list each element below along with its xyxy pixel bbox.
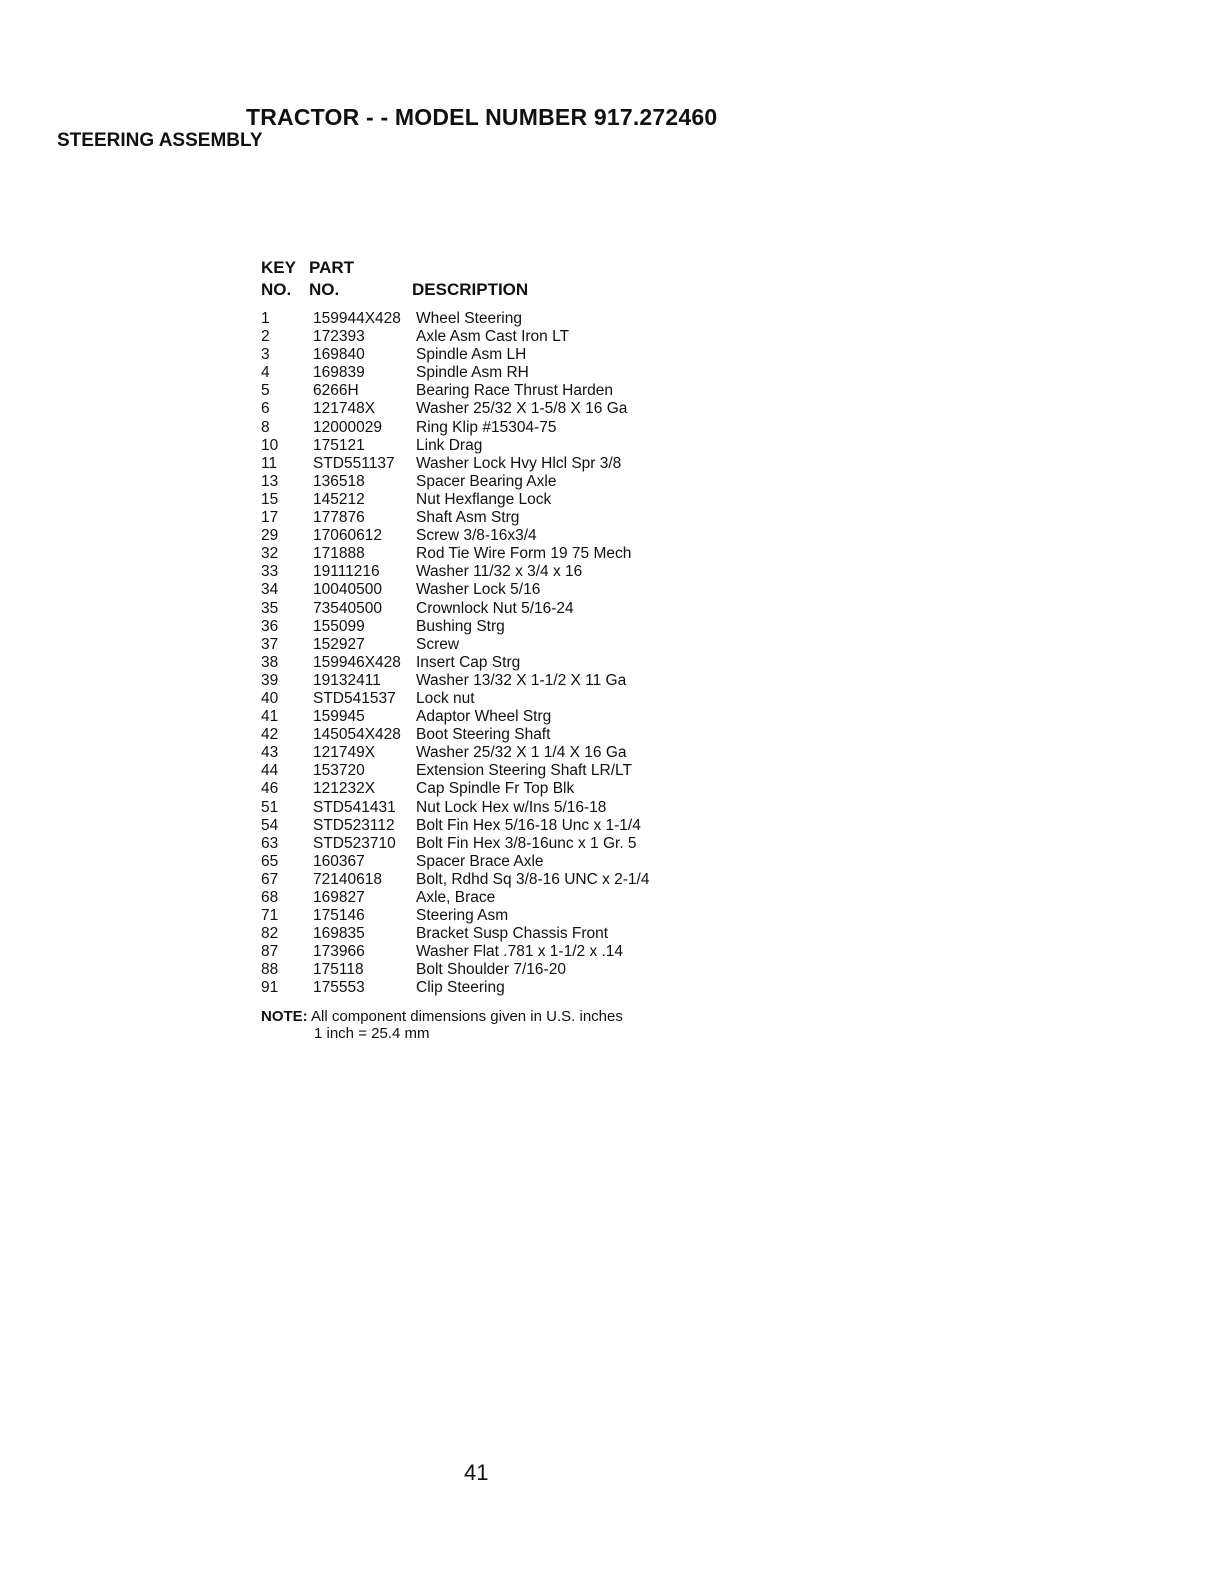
part-number: 72140618 [313,870,382,888]
part-description: Bearing Race Thrust Harden [416,382,614,400]
part-description: Washer 25/32 X 1-5/8 X 16 Ga [416,400,628,418]
key-number: 42 [261,726,279,744]
part-number: 145054X428 [313,726,401,744]
key-number: 35 [261,599,279,617]
part-description: Cap Spindle Fr Top Blk [416,780,575,798]
part-description: Spacer Brace Axle [416,852,544,870]
part-description: Rod Tie Wire Form 19 75 Mech [416,545,632,563]
part-description: Washer 13/32 X 1-1/2 X 11 Ga [416,671,627,689]
part-number: 159946X428 [313,653,401,671]
key-number: 88 [261,961,279,979]
key-number: 51 [261,798,279,816]
key-number: 46 [261,780,279,798]
key-number: 32 [261,545,279,563]
part-description: Nut Lock Hex w/Ins 5/16-18 [416,798,607,816]
header-part-no-label: NO. [309,280,340,299]
part-number: 121748X [313,400,376,418]
section-title: STEERING ASSEMBLY [57,130,263,151]
key-number: 2 [261,328,270,346]
note-text: All component dimensions given in U.S. inches [311,1008,623,1025]
key-number: 36 [261,617,279,635]
key-number: 65 [261,852,279,870]
part-number: 175146 [313,907,365,925]
part-description: Axle Asm Cast Iron LT [416,328,570,346]
part-description: Bolt Fin Hex 5/16-18 Unc x 1-1/4 [416,816,641,834]
part-description: Washer Lock Hvy Hlcl Spr 3/8 [416,454,622,472]
part-description: Link Drag [416,436,483,454]
key-number: 38 [261,653,279,671]
key-number: 54 [261,816,279,834]
key-number: 91 [261,979,279,997]
note [261,1008,623,1042]
key-number: 13 [261,472,279,490]
header-key-no-label: NO. [261,280,292,299]
part-description: Adaptor Wheel Strg [416,708,552,726]
part-number: 172393 [313,328,365,346]
part-number: 121749X [313,744,376,762]
part-description: Washer Flat .781 x 1-1/2 x .14 [416,943,624,961]
part-description: Lock nut [416,689,475,707]
key-number: 1 [261,310,270,327]
part-number: STD541431 [313,798,396,816]
part-number: 159945 [313,708,365,726]
part-number: 173966 [313,943,365,961]
page-title: TRACTOR - - MODEL NUMBER 917.272460 [246,104,718,130]
part-number: 19111216 [313,563,380,581]
key-number: 63 [261,834,279,852]
part-description: Washer 25/32 X 1 1/4 X 16 Ga [416,744,627,762]
part-description: Bolt Shoulder 7/16-20 [416,961,566,979]
key-number: 5 [261,382,270,400]
key-number: 44 [261,762,279,780]
key-number: 11 [261,454,278,472]
part-description: Shaft Asm Strg [416,509,520,527]
part-number: 160367 [313,852,365,870]
part-number: 175553 [313,979,365,997]
part-description: Bracket Susp Chassis Front [416,925,609,943]
part-number: 169835 [313,925,365,943]
key-number: 68 [261,889,279,906]
part-description: Bolt, Rdhd Sq 3/8-16 UNC x 2-1/4 [416,870,650,888]
part-number: 73540500 [313,599,382,617]
part-description: Screw [416,635,460,653]
key-number: 10 [261,436,279,454]
part-description: Boot Steering Shaft [416,726,551,744]
key-number: 4 [261,364,270,382]
part-number: 17060612 [313,527,382,545]
part-description: Extension Steering Shaft LR/LT [416,762,632,780]
part-description: Bolt Fin Hex 3/8-16unc x 1 Gr. 5 [416,834,637,852]
part-number: 169827 [313,889,365,906]
part-description: Wheel Steering [416,310,522,327]
part-description: Bushing Strg [416,617,505,635]
part-number: 10040500 [313,581,382,599]
key-number: 41 [261,708,279,726]
page-number: 41 [464,1460,489,1485]
part-description: Washer Lock 5/16 [416,581,541,599]
part-description: Nut Hexflange Lock [416,490,552,508]
key-number: 39 [261,671,279,689]
part-number: STD551137 [313,454,395,472]
key-number: 29 [261,527,279,545]
part-description: Screw 3/8-16x3/4 [416,527,537,545]
part-description: Axle, Brace [416,889,496,906]
header-description-label: DESCRIPTION [412,280,529,299]
part-number: 136518 [313,472,365,490]
part-description: Clip Steering [416,979,505,997]
part-number: 121232X [313,780,376,798]
key-number: 33 [261,563,279,581]
key-number: 17 [261,509,279,527]
key-number: 82 [261,925,279,943]
key-number: 37 [261,635,279,653]
part-number: STD541537 [313,689,396,707]
part-number: 177876 [313,509,365,527]
part-description: Insert Cap Strg [416,653,521,671]
part-number: 159944X428 [313,310,401,327]
part-number: 175118 [313,961,364,979]
key-number: 40 [261,689,279,707]
key-number: 43 [261,744,279,762]
key-number: 67 [261,870,279,888]
part-number: 145212 [313,490,365,508]
part-number: STD523112 [313,816,395,834]
part-number: 169840 [313,346,365,364]
part-number: 171888 [313,545,365,563]
part-number: 19132411 [313,671,381,689]
key-number: 8 [261,418,270,436]
key-number: 15 [261,490,279,508]
part-description: Spindle Asm LH [416,346,527,364]
note-label: NOTE: [261,1008,308,1025]
part-description: Spacer Bearing Axle [416,472,557,490]
part-number: 152927 [313,635,365,653]
part-description: Steering Asm [416,907,509,925]
part-description: Spindle Asm RH [416,364,529,382]
part-number: 153720 [313,762,365,780]
key-number: 71 [261,907,279,925]
part-number: 6266H [313,382,359,400]
part-description: Ring Klip #15304-75 [416,418,557,436]
note-conversion: 1 inch = 25.4 mm [314,1025,430,1042]
key-number: 34 [261,581,279,599]
part-number: STD523710 [313,834,396,852]
part-description: Washer 11/32 x 3/4 x 16 [416,563,583,581]
part-number: 12000029 [313,418,382,436]
header-key-label: KEY [261,258,296,277]
part-description: Crownlock Nut 5/16-24 [416,599,574,617]
key-number: 87 [261,943,279,961]
part-number: 175121 [313,436,365,454]
key-number: 6 [261,400,270,418]
key-number: 3 [261,346,270,364]
header-part-label: PART [309,258,355,277]
part-number: 169839 [313,364,365,382]
part-number: 155099 [313,617,365,635]
